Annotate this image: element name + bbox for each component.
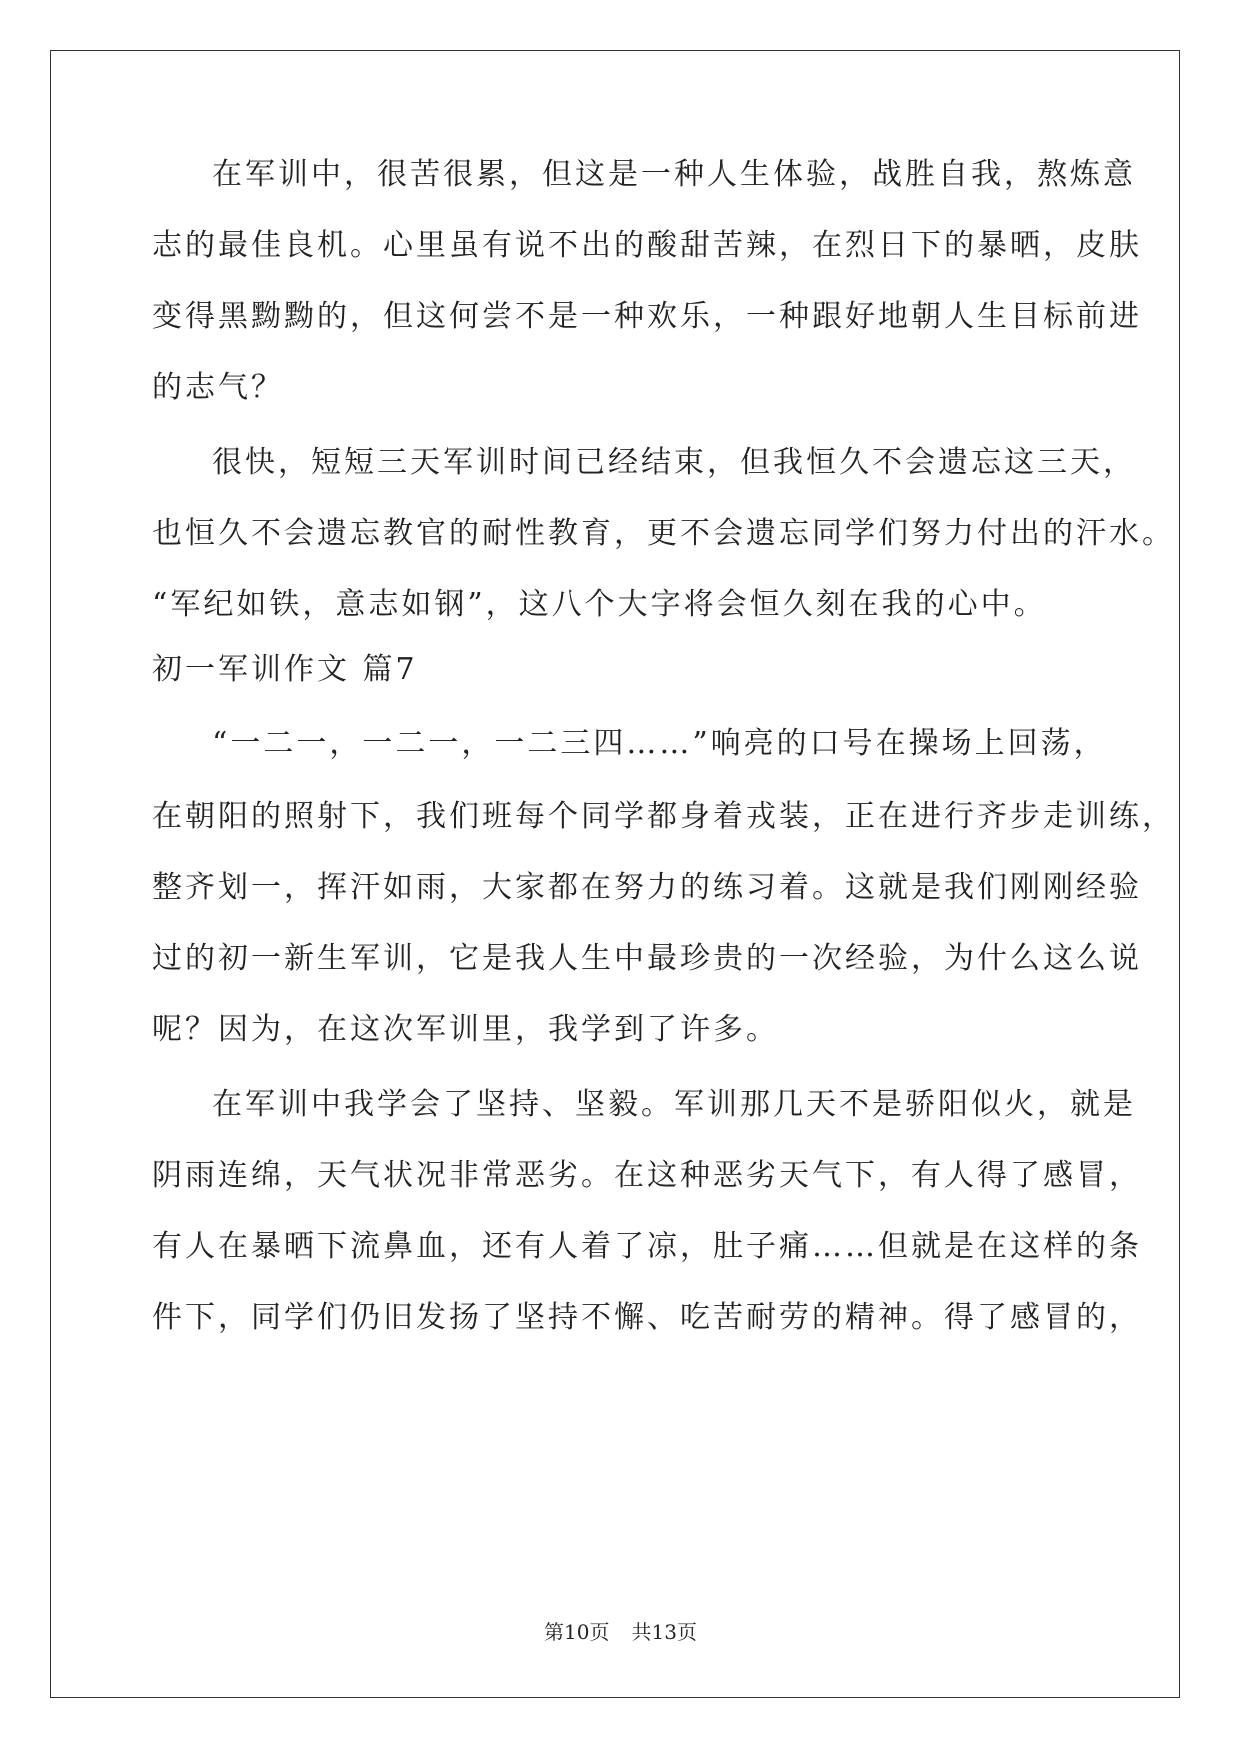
paragraph-3-line-3: 整齐划一，挥汗如雨，大家都在努力的练习着。这就是我们刚刚经验 [152, 870, 1142, 905]
paragraph-3-line-4: 过的初一新生军训，它是我人生中最珍贵的一次经验，为什么这么说 [152, 941, 1142, 976]
paragraph-4-line-4: 件下，同学们仍旧发扬了坚持不懈、吃苦耐劳的精神。得了感冒的， [152, 1300, 1142, 1335]
paragraph-1-line-1: 在军训中，很苦很累，但这是一种人生体验，战胜自我，熬炼意 [212, 157, 1136, 192]
page-total: 共13页 [631, 1620, 697, 1644]
paragraph-4-line-3: 有人在暴晒下流鼻血，还有人着了凉，肚子痛……但就是在这样的条 [152, 1229, 1142, 1264]
paragraph-3-line-5: 呢？因为，在这次军训里，我学到了许多。 [152, 1012, 779, 1047]
paragraph-4-line-1: 在军训中我学会了坚持、坚毅。军训那几天不是骄阳似火，就是 [212, 1087, 1136, 1122]
page-number: 第10页 [544, 1620, 610, 1644]
paragraph-2-line-3: “军纪如铁，意志如钢”，这八个大字将会恒久刻在我的心中。 [152, 587, 1047, 622]
page-footer [0, 1618, 1241, 1646]
paragraph-1-line-2: 志的最佳良机。心里虽有说不出的酸甜苦辣，在烈日下的暴晒，皮肤 [152, 228, 1142, 263]
paragraph-4-line-2: 阴雨连绵，天气状况非常恶劣。在这种恶劣天气下，有人得了感冒， [152, 1158, 1142, 1193]
paragraph-3-line-2: 在朝阳的照射下，我们班每个同学都身着戎装，正在进行齐步走训练， [152, 799, 1175, 834]
paragraph-3-line-1: “一二一，一二一，一二三四……”响亮的口号在操场上回荡， [212, 726, 1107, 761]
paragraph-2-line-1: 很快，短短三天军训时间已经结束，但我恒久不会遗忘这三天， [212, 445, 1136, 480]
paragraph-2-line-2: 也恒久不会遗忘教官的耐性教育，更不会遗忘同学们努力付出的汗水。 [152, 516, 1175, 551]
paragraph-1-line-4: 的志气？ [152, 370, 284, 405]
paragraph-1-line-3: 变得黑黝黝的，但这何尝不是一种欢乐，一种跟好地朝人生目标前进 [152, 299, 1142, 334]
section-heading: 初一军训作文 篇7 [152, 652, 418, 687]
